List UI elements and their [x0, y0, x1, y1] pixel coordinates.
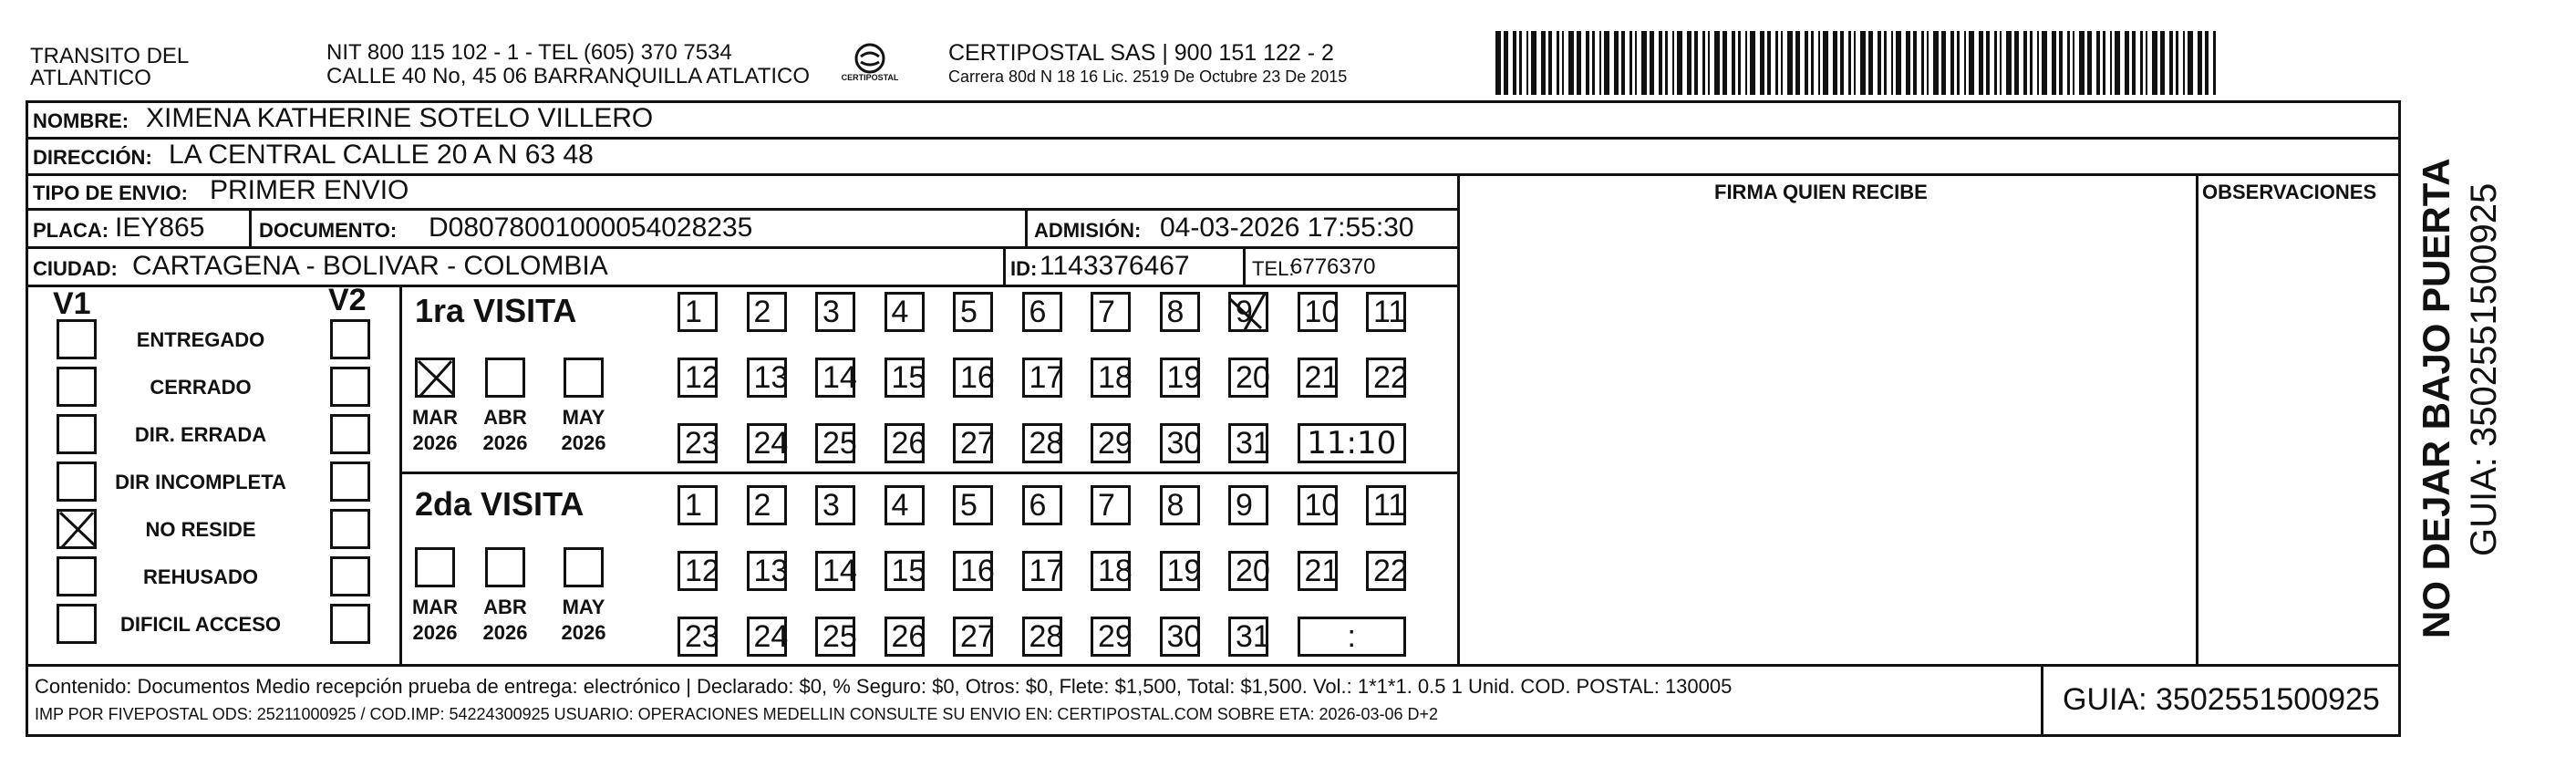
reason-label: DIR. ERRADA	[134, 423, 267, 446]
day-box: 1	[678, 485, 718, 525]
reason-label: DIR INCOMPLETA	[115, 471, 286, 493]
tipo-envio-value: PRIMER ENVIO	[210, 175, 409, 205]
day-box: 24	[747, 423, 787, 463]
day-box: 8	[1160, 292, 1200, 332]
address-line: CALLE 40 No, 45 06 BARRANQUILLA ATLATICO	[326, 64, 811, 88]
month-year: 2026	[561, 431, 606, 454]
day-box: 28	[1022, 617, 1062, 657]
day-box: 12	[678, 358, 718, 398]
day-box: 18	[1091, 358, 1131, 398]
day-box: 21	[1298, 358, 1338, 398]
day-box: 7	[1091, 292, 1131, 332]
month-label: MAR	[411, 596, 459, 618]
day-box: 8	[1160, 485, 1200, 525]
day-box: 17	[1022, 551, 1062, 591]
time-box: 11:10	[1298, 423, 1407, 463]
nombre-label: NOMBRE:	[33, 109, 129, 132]
ciudad-label: CIUDAD:	[33, 257, 118, 280]
day-box: 31	[1228, 617, 1268, 657]
day-box: 22	[1366, 551, 1406, 591]
documento-value: D08078001000054028235	[429, 213, 753, 243]
month-label: MAR	[411, 406, 459, 429]
day-box: 10	[1298, 292, 1338, 332]
admision-label: ADMISIÓN:	[1034, 219, 1142, 242]
day-box: 20	[1228, 551, 1268, 591]
nit-line: NIT 800 115 102 - 1 - TEL (605) 370 7534	[326, 40, 732, 65]
day-box: 28	[1022, 423, 1062, 463]
day-box: 6	[1022, 485, 1062, 525]
placa-value: IEY865	[115, 213, 205, 243]
day-box: 30	[1160, 617, 1200, 657]
day-box: 15	[885, 358, 925, 398]
month-label: ABR	[483, 596, 527, 618]
day-box: 30	[1160, 423, 1200, 463]
day-box: 17	[1022, 358, 1062, 398]
day-box: 27	[953, 423, 993, 463]
day-box: 3	[815, 292, 855, 332]
day-box: 11	[1366, 485, 1406, 525]
firma-column-header: FIRMA QUIEN RECIBE	[1714, 181, 1928, 203]
day-box: 4	[885, 292, 925, 332]
v2-header: V2	[328, 283, 367, 317]
day-box: 18	[1091, 551, 1131, 591]
day-box: 13	[747, 551, 787, 591]
admision-value: 04-03-2026 17:55:30	[1160, 213, 1414, 243]
month-year: 2026	[482, 431, 528, 454]
day-box: 16	[953, 551, 993, 591]
day-box: 26	[885, 423, 925, 463]
footer-guia: GUIA: 3502551500925	[2063, 682, 2380, 717]
day-box: 27	[953, 617, 993, 657]
tel-value: 6776370	[1290, 254, 1376, 279]
month-checkbox	[415, 547, 455, 587]
day-box: 3	[815, 485, 855, 525]
certipostal-logo-icon	[833, 40, 906, 91]
day-box: 13	[747, 358, 787, 398]
month-year: 2026	[412, 431, 458, 454]
tel-label: TEL:	[1252, 257, 1295, 280]
barcode-bars	[1495, 31, 2225, 95]
direccion-value: LA CENTRAL CALLE 20 A N 63 48	[169, 140, 594, 170]
day-box: 24	[747, 617, 787, 657]
day-box: 25	[815, 617, 855, 657]
logo-caption: CERTIPOSTAL	[841, 73, 899, 82]
reason-label: NO RESIDE	[145, 518, 256, 541]
day-box: 29	[1091, 617, 1131, 657]
time-box: :	[1298, 617, 1407, 657]
day-box: 15	[885, 551, 925, 591]
day-box: 4	[885, 485, 925, 525]
month-checkbox	[485, 358, 525, 398]
month-checkbox	[564, 547, 604, 587]
id-label: ID:	[1010, 257, 1038, 280]
v1-header: V1	[53, 286, 91, 321]
day-box: 9	[1228, 292, 1268, 332]
no-dejar-bajo-puerta: NO DEJAR BAJO PUERTA	[2415, 158, 2457, 638]
day-box: 6	[1022, 292, 1062, 332]
first-visit-title: 1ra VISITA	[415, 292, 577, 329]
day-box: 12	[678, 551, 718, 591]
day-box: 5	[953, 292, 993, 332]
ciudad-value: CARTAGENA - BOLIVAR - COLOMBIA	[132, 251, 608, 281]
day-box: 14	[815, 358, 855, 398]
day-box: 16	[953, 358, 993, 398]
direccion-label: DIRECCIÓN:	[33, 146, 152, 169]
reason-label: ENTREGADO	[136, 328, 265, 351]
day-box: 20	[1228, 358, 1268, 398]
day-box: 7	[1091, 485, 1131, 525]
day-box: 2	[747, 292, 787, 332]
contenido-line: Contenido: Documentos Medio recepción prueba de entrega: electrónico | Declarado: $0, % Seguro: $0, Otros: $0, Flete: $1,500, Total: $1,500. Vol.: 1*1*1. 0.5 1 Unid. COD. POSTAL: 130005	[35, 675, 1733, 698]
day-box: 14	[815, 551, 855, 591]
day-box: 10	[1298, 485, 1338, 525]
company-name-line1: TRANSITO DEL	[30, 44, 190, 68]
license-line: Carrera 80d N 18 16 Lic. 2519 De Octubre 23 De 2015	[948, 67, 1348, 86]
month-year: 2026	[482, 621, 528, 644]
observaciones-column-header: OBSERVACIONES	[2202, 181, 2377, 203]
month-year: 2026	[561, 621, 606, 644]
day-box: 19	[1160, 551, 1200, 591]
nombre-value: XIMENA KATHERINE SOTELO VILLERO	[146, 103, 654, 133]
month-checkbox	[415, 358, 455, 398]
month-label: MAY	[562, 596, 605, 618]
day-box: 19	[1160, 358, 1200, 398]
side-guia: GUIA: 3502551500925	[2464, 182, 2504, 556]
reason-label: CERRADO	[150, 376, 252, 399]
day-box: 9	[1228, 485, 1268, 525]
month-label: MAY	[562, 406, 605, 429]
second-visit-title: 2da VISITA	[415, 485, 585, 523]
day-box: 31	[1228, 423, 1268, 463]
day-box: 21	[1298, 551, 1338, 591]
month-label: ABR	[483, 406, 527, 429]
day-box: 11	[1366, 292, 1406, 332]
month-checkbox	[564, 358, 604, 398]
imp-line: IMP POR FIVEPOSTAL ODS: 25211000925 / COD.IMP: 54224300925 USUARIO: OPERACIONES MEDELLIN CONSULTE SU ENVIO EN: CERTIPOSTAL.COM SOBRE ETA: 2026-03-06 D+2	[35, 705, 1439, 723]
tipo-envio-label: TIPO DE ENVIO:	[33, 181, 188, 204]
reason-label: REHUSADO	[143, 565, 258, 588]
day-box: 2	[747, 485, 787, 525]
id-value: 1143376467	[1040, 251, 1190, 281]
day-box: 22	[1366, 358, 1406, 398]
day-box: 23	[678, 423, 718, 463]
certipostal-line: CERTIPOSTAL SAS | 900 151 122 - 2	[948, 40, 1334, 66]
certipostal-logo	[833, 40, 906, 91]
day-box: 29	[1091, 423, 1131, 463]
month-checkbox	[485, 547, 525, 587]
day-box: 23	[678, 617, 718, 657]
reason-label: DIFICIL ACCESO	[119, 613, 281, 636]
day-box: 1	[678, 292, 718, 332]
placa-label: PLACA:	[33, 219, 109, 242]
documento-label: DOCUMENTO:	[259, 219, 398, 242]
day-box: 26	[885, 617, 925, 657]
day-box: 25	[815, 423, 855, 463]
month-year: 2026	[412, 621, 458, 644]
company-name-line2: ATLANTICO	[30, 66, 151, 90]
day-box: 5	[953, 485, 993, 525]
